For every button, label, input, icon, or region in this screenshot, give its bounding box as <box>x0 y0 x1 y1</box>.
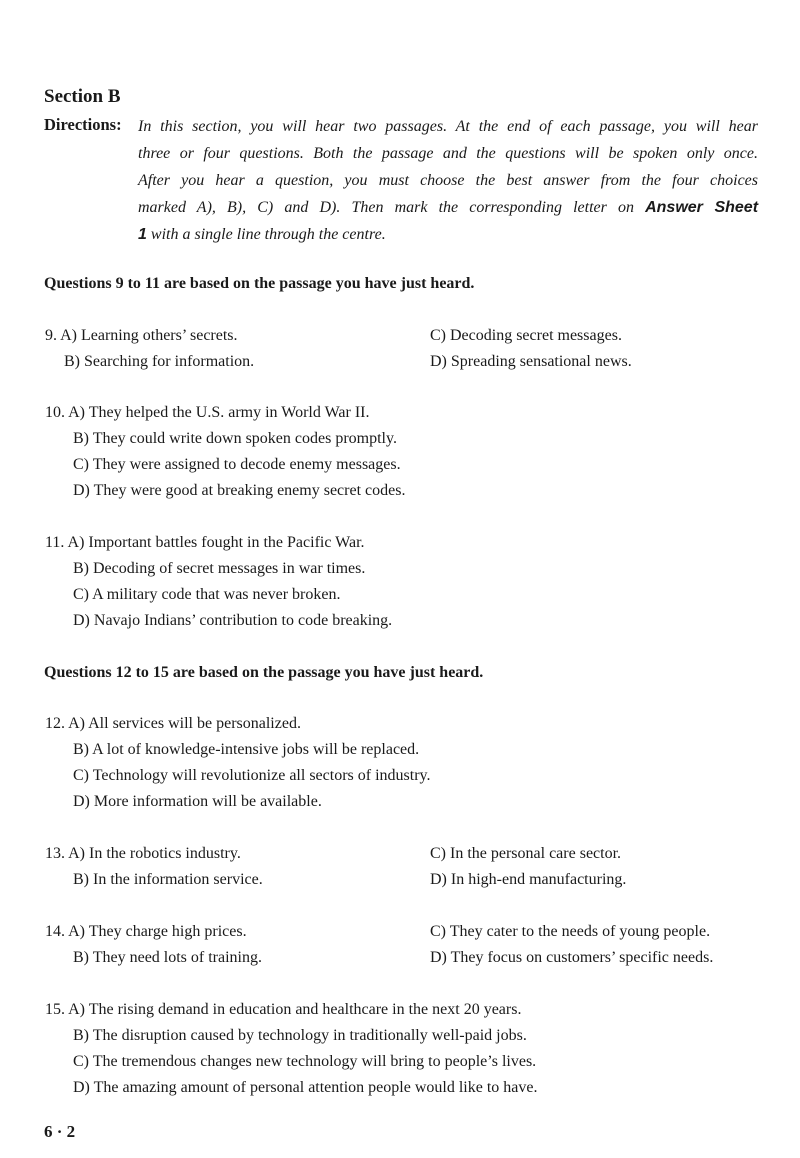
q13-option-a: 13. A) In the robotics industry. <box>45 845 241 862</box>
directions-line: three or four questions. Both the passage and the questions will be spoken only once. <box>138 145 758 162</box>
q10-option-a: 10. A) They helped the U.S. army in World War II. <box>45 404 370 421</box>
section-title: Section B <box>44 86 121 107</box>
answer-sheet-number: 1 <box>138 226 147 243</box>
q15-option-d: D) The amazing amount of personal attention people would like to have. <box>73 1079 538 1096</box>
q9-option-c: C) Decoding secret messages. <box>430 327 622 344</box>
group-heading-12-15: Questions 12 to 15 are based on the passage you have just heard. <box>44 664 484 681</box>
q15-option-a: 15. A) The rising demand in education and healthcare in the next 20 years. <box>45 1001 522 1018</box>
directions-text <box>138 113 758 248</box>
q12-option-a: 12. A) All services will be personalized. <box>45 715 301 732</box>
q14-option-b: B) They need lots of training. <box>73 949 262 966</box>
answer-sheet-label: Answer Sheet <box>645 199 759 216</box>
directions-line <box>138 194 758 221</box>
q12-option-c: C) Technology will revolutionize all sectors of industry. <box>73 767 431 784</box>
q15-option-b: B) The disruption caused by technology in traditionally well-paid jobs. <box>73 1027 527 1044</box>
q11-option-a: 11. A) Important battles fought in the Pacific War. <box>45 534 365 551</box>
q13-option-b: B) In the information service. <box>73 871 263 888</box>
directions-line: In this section, you will hear two passages. At the end of each passage, you will hear <box>138 118 758 135</box>
q11-option-b: B) Decoding of secret messages in war times. <box>73 560 366 577</box>
page-number: 6 · 2 <box>44 1122 76 1141</box>
q11-option-c: C) A military code that was never broken. <box>73 586 341 603</box>
q14-option-a: 14. A) They charge high prices. <box>45 923 247 940</box>
group-heading-9-11: Questions 9 to 11 are based on the passage you have just heard. <box>44 275 475 292</box>
directions-line: After you hear a question, you must choose the best answer from the four choices <box>138 172 758 189</box>
q14-option-d: D) They focus on customers’ specific needs. <box>430 949 714 966</box>
q15-option-c: C) The tremendous changes new technology will bring to people’s lives. <box>73 1053 537 1070</box>
q9-option-b: B) Searching for information. <box>64 353 255 370</box>
q12-option-d: D) More information will be available. <box>73 793 322 810</box>
q12-option-b: B) A lot of knowledge-intensive jobs will be replaced. <box>73 741 420 758</box>
q14-option-c: C) They cater to the needs of young people. <box>430 923 711 940</box>
q9-option-a: 9. A) Learning others’ secrets. <box>45 327 238 344</box>
directions-label: Directions: <box>44 115 122 134</box>
directions-tail: with a single line through the centre. <box>146 226 386 243</box>
q10-option-d: D) They were good at breaking enemy secret codes. <box>73 482 406 499</box>
directions-line-text: marked A), B), C) and D). Then mark the corresponding letter on <box>138 199 634 216</box>
q10-option-c: C) They were assigned to decode enemy messages. <box>73 456 401 473</box>
q13-option-d: D) In high-end manufacturing. <box>430 871 627 888</box>
directions-line <box>138 221 758 248</box>
q13-option-c: C) In the personal care sector. <box>430 845 622 862</box>
q9-option-d: D) Spreading sensational news. <box>430 353 632 370</box>
q11-option-d: D) Navajo Indians’ contribution to code breaking. <box>73 612 393 629</box>
q10-option-b: B) They could write down spoken codes promptly. <box>73 430 397 447</box>
